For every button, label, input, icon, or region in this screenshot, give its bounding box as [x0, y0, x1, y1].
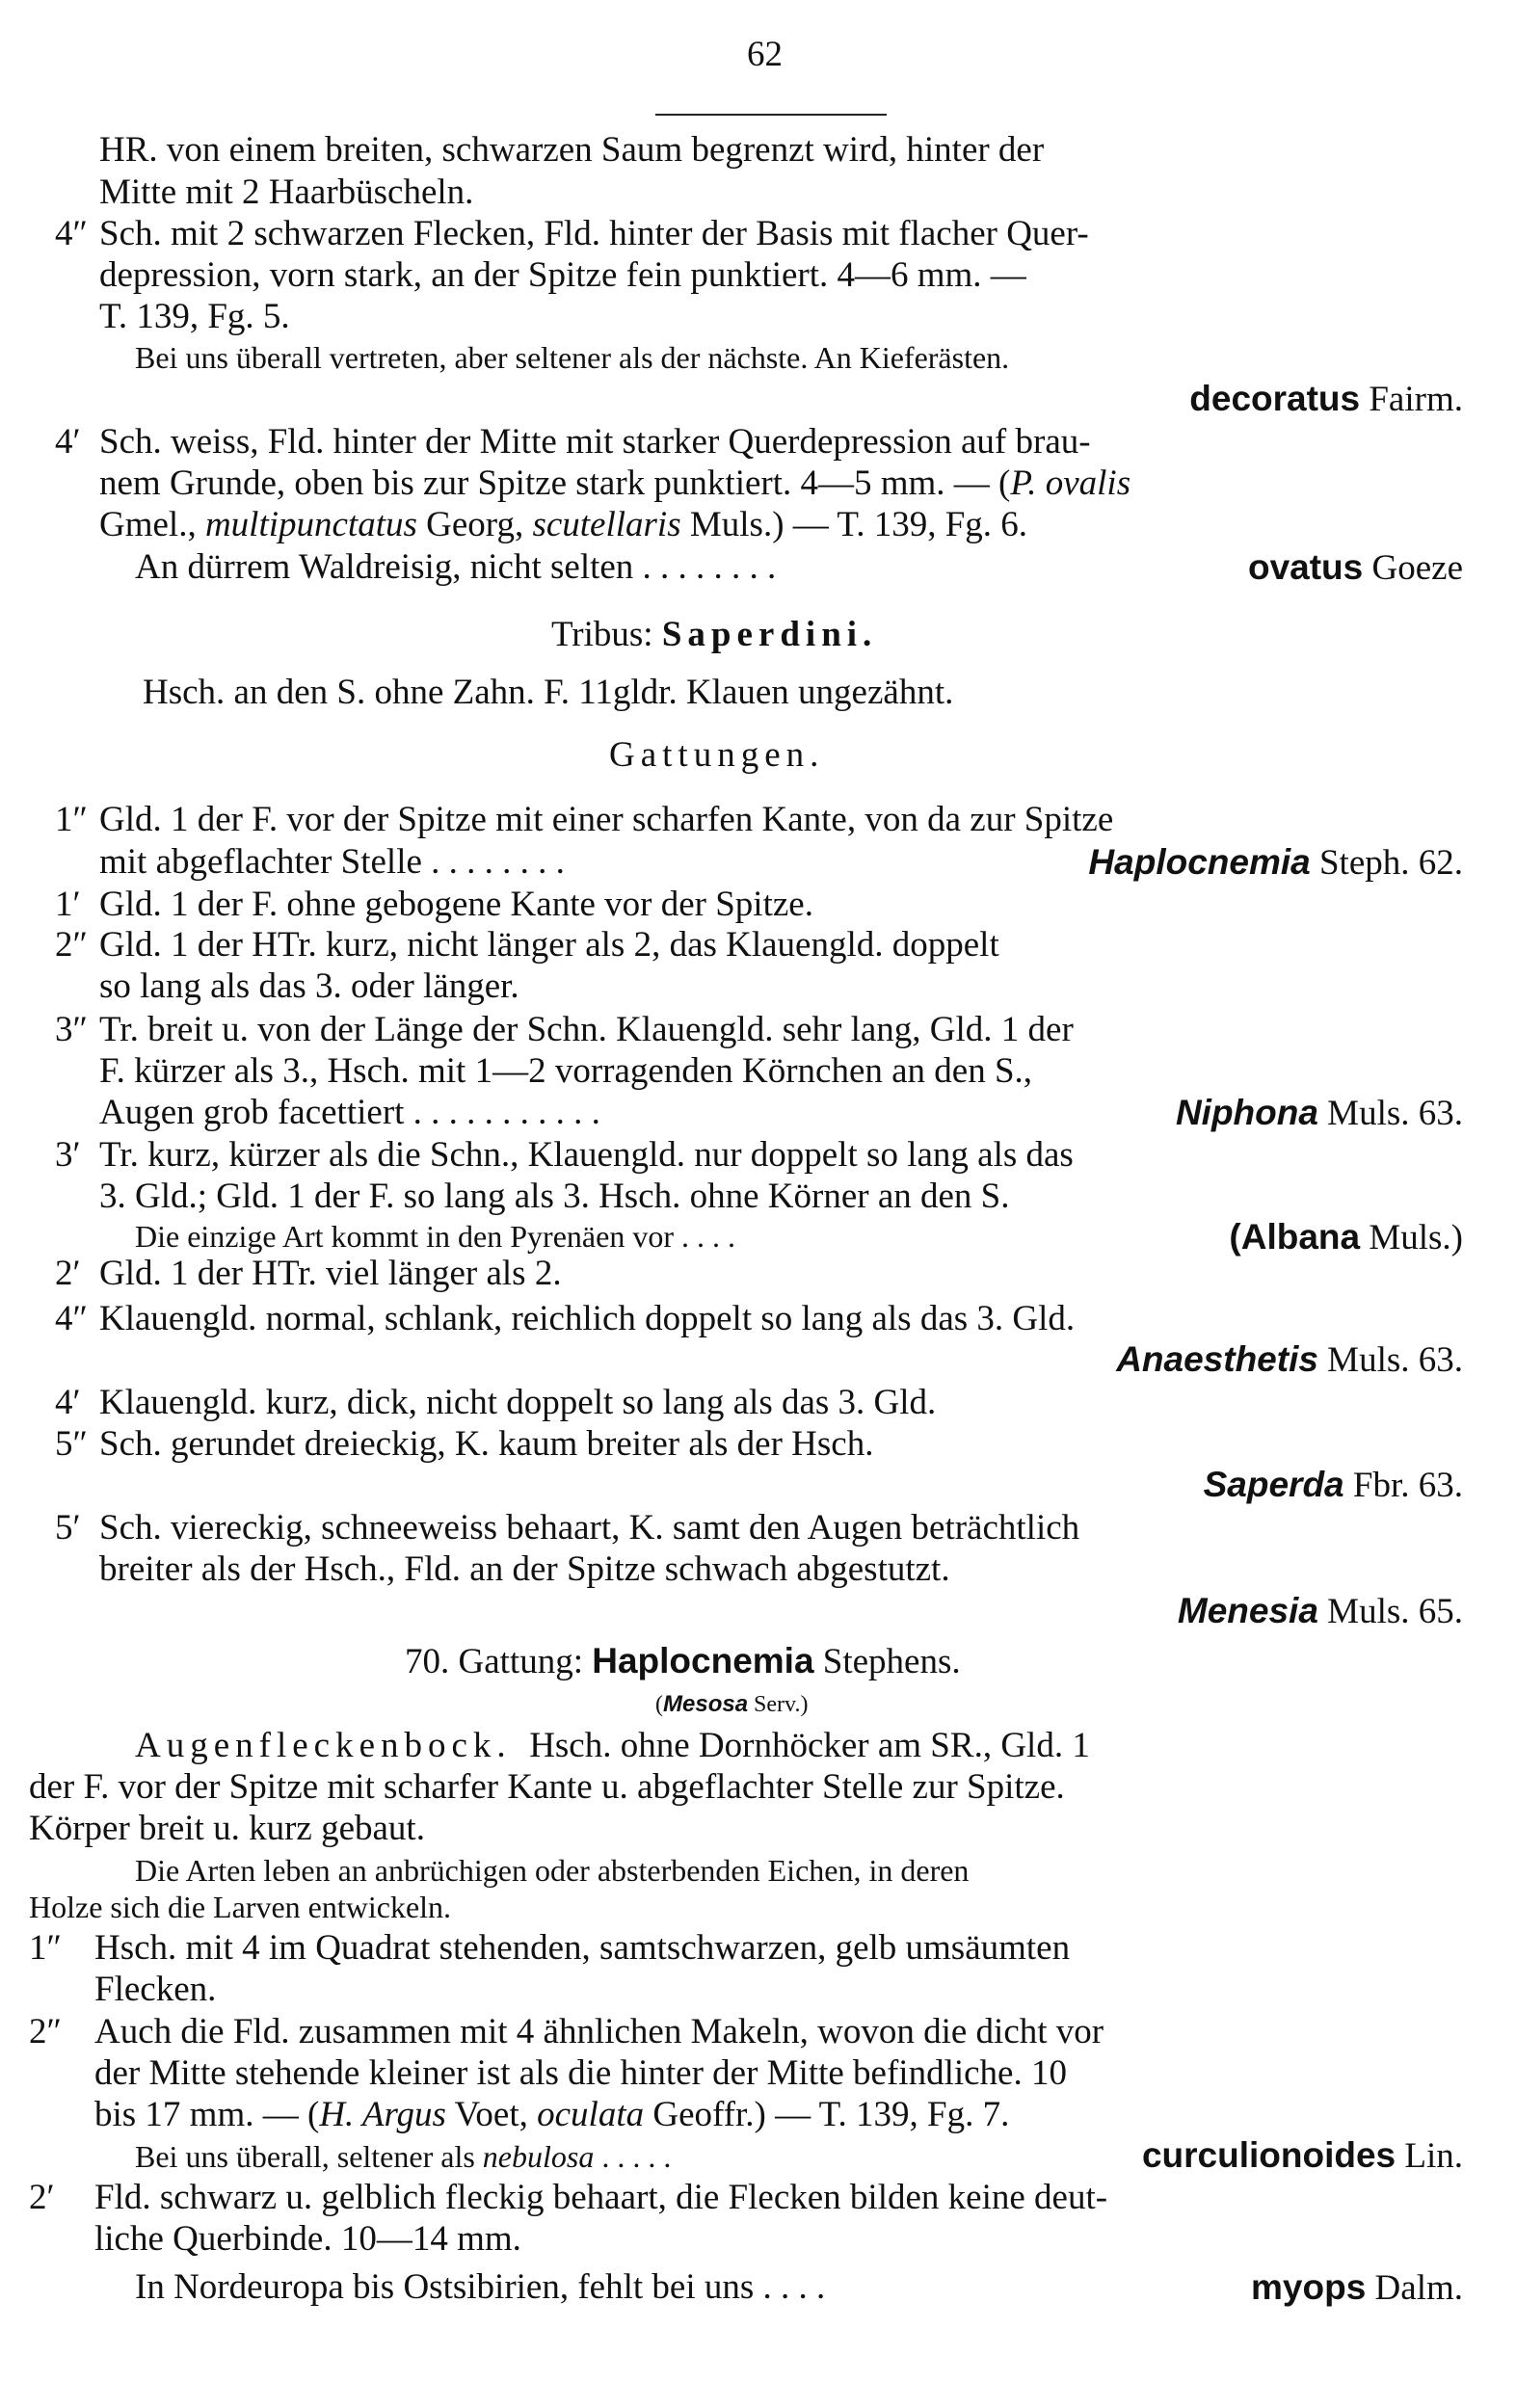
text-line: breiter als der Hsch., Fld. an der Spitze schwach abgestutzt.: [99, 1549, 950, 1589]
synonym: multipunctatus: [204, 505, 417, 544]
section-heading: Gattungen.: [609, 735, 825, 775]
species-name: curculionoides: [1141, 2135, 1396, 2175]
text-line: Gld. 1 der HTr. kurz, nicht länger als 2, das Klauengld. doppelt: [99, 925, 999, 965]
text-line: nem Grunde, oben bis zur Spitze stark punktiert. 4—5 mm. — (P. ovalis: [99, 463, 1131, 503]
synonym: H. Argus: [319, 2095, 446, 2134]
species-line: [1142, 2137, 1463, 2174]
species-name: ovatus: [1247, 547, 1364, 587]
text-line: 3. Gld.; Gld. 1 der F. so lang als 3. Hsch. ohne Körner an den S.: [99, 1177, 1010, 1216]
genus-heading: 70. Gattung: Haplocnemia Stephens.: [405, 1641, 961, 1681]
species-ref: nebulosa: [482, 2139, 595, 2174]
genus-author: Muls.): [1369, 1218, 1463, 1257]
genus-line: [1088, 844, 1463, 881]
note-line: Die Arten leben an anbrüchigen oder absterbenden Eichen, in deren: [135, 1853, 970, 1888]
text-line: Hsch. an den S. ohne Zahn. F. 11gldr. Klauen ungezähnt.: [143, 673, 954, 712]
genus-author: Muls. 65.: [1327, 1592, 1463, 1631]
text-line: Gld. 1 der F. ohne gebogene Kante vor der Spitze.: [99, 885, 813, 924]
text-line: T. 139, Fg. 5.: [99, 297, 290, 336]
genus-line: [1204, 1467, 1463, 1503]
synonym-line: (Mesosa Serv.): [655, 1691, 809, 1717]
species-author: Goeze: [1371, 548, 1463, 588]
note-line: Bei uns überall, seltener als nebulosa . . . . .: [135, 2139, 672, 2174]
key-number: 2′: [29, 2178, 55, 2217]
synonym: P. ovalis: [1010, 463, 1131, 503]
text-line: Tr. breit u. von der Länge der Schn. Klauengld. sehr lang, Gld. 1 der: [99, 1010, 1074, 1049]
note-line: In Nordeuropa bis Ostsibirien, fehlt bei uns . . . .: [135, 2267, 826, 2307]
text-line: Flecken.: [94, 1970, 217, 2009]
text-line: Augen grob facettiert . . . . . . . . . . .: [99, 1093, 600, 1132]
key-number: 4″: [55, 214, 88, 253]
note-line: Bei uns überall vertreten, aber seltener als der nächste. An Kieferästen.: [135, 340, 1010, 375]
synonym: oculata: [537, 2095, 645, 2134]
text-line: Sch. weiss, Fld. hinter der Mitte mit starker Querdepression auf brau-: [99, 422, 1091, 462]
key-number: 3″: [55, 1010, 88, 1049]
text-line: Gld. 1 der F. vor der Spitze mit einer scharfen Kante, von da zur Spitze: [99, 800, 1114, 839]
text-line: bis 17 mm. — (H. Argus Voet, oculata Geoffr.) — T. 139, Fg. 7.: [94, 2095, 1010, 2134]
text-line: Fld. schwarz u. gelblich fleckig behaart, die Flecken bilden keine deut-: [94, 2178, 1108, 2217]
text-line: Auch die Fld. zusammen mit 4 ähnlichen Makeln, wovon die dicht vor: [94, 2012, 1104, 2051]
genus-name: Saperda: [1203, 1465, 1344, 1504]
text-line: Hsch. mit 4 im Quadrat stehenden, samtschwarzen, gelb umsäumten: [94, 1928, 1071, 1968]
synonym-name: Mesosa: [663, 1691, 749, 1717]
text-line: der Mitte stehende kleiner ist als die hinter der Mitte befindliche. 10: [94, 2053, 1067, 2093]
text-line: F. kürzer als 3., Hsch. mit 1—2 vorragenden Körnchen an den S.,: [99, 1051, 1033, 1091]
genus-line: [1116, 1341, 1463, 1378]
key-number: 3′: [55, 1135, 81, 1175]
key-number: 2″: [55, 925, 88, 965]
species-author: Fairm.: [1369, 380, 1463, 419]
species-line: [1251, 2269, 1463, 2306]
genus-line: [1178, 1593, 1463, 1629]
tribus-heading: Tribus: Saperdini.: [551, 615, 878, 654]
text-line: Sch. viereckig, schneeweiss behaart, K. samt den Augen beträchtlich: [99, 1508, 1080, 1548]
key-number: 1′: [55, 885, 81, 924]
text-line: Körper breit u. kurz gebaut.: [29, 1809, 425, 1848]
genus-name: Haplocnemia: [1088, 842, 1311, 882]
text-line: Sch. gerundet dreieckig, K. kaum breiter als der Hsch.: [99, 1424, 874, 1464]
tribus-name: Saperdini.: [661, 615, 878, 654]
species-line: [1189, 381, 1463, 417]
genus-author: Muls. 63.: [1327, 1094, 1463, 1133]
genus-author: Muls. 63.: [1327, 1340, 1463, 1380]
genus-heading-name: Haplocnemia: [592, 1641, 814, 1680]
text-line: depression, vorn stark, an der Spitze fein punktiert. 4—6 mm. —: [99, 255, 1026, 295]
text-line: liche Querbinde. 10—14 mm.: [94, 2219, 521, 2259]
species-name: decoratus: [1189, 379, 1361, 418]
key-number: 1″: [55, 800, 88, 839]
key-number: 4′: [55, 1383, 81, 1422]
text-line: Tr. kurz, kürzer als die Schn., Klauengld. nur doppelt so lang als das: [99, 1135, 1074, 1175]
text-line: Klauengld. normal, schlank, reichlich doppelt so lang als das 3. Gld.: [99, 1299, 1076, 1338]
text-line: Gmel., multipunctatus Georg, scutellaris Muls.) — T. 139, Fg. 6.: [99, 505, 1028, 544]
text-line: der F. vor der Spitze mit scharfer Kante u. abgeflachter Stelle zur Spitze.: [29, 1767, 1065, 1807]
key-number: 2″: [29, 2012, 62, 2051]
genus-line: [1229, 1219, 1463, 1256]
synonym: scutellaris: [532, 505, 681, 544]
genus-line: [1176, 1095, 1463, 1131]
genus-name: (Albana: [1229, 1217, 1361, 1257]
key-number: 5′: [55, 1508, 81, 1548]
common-name: Augenfleckenbock.: [135, 1726, 512, 1765]
note-line: Holze sich die Larven entwickeln.: [29, 1890, 452, 1924]
genus-name: Anaesthetis: [1116, 1339, 1318, 1379]
text-line: so lang als das 3. oder länger.: [99, 966, 519, 1006]
genus-author: Fbr. 63.: [1352, 1466, 1463, 1505]
species-line: [1248, 549, 1463, 586]
text-line: Klauengld. kurz, dick, nicht doppelt so lang als das 3. Gld.: [99, 1383, 937, 1422]
key-number: 4″: [55, 1299, 88, 1338]
key-number: 1″: [29, 1928, 62, 1968]
species-author: Dalm.: [1374, 2268, 1463, 2308]
text-line: HR. von einem breiten, schwarzen Saum begrenzt wird, hinter der: [99, 130, 1045, 170]
header-rule: [655, 114, 887, 116]
key-number: 4′: [55, 422, 81, 462]
genus-name: Menesia: [1177, 1591, 1318, 1630]
text-line: Gld. 1 der HTr. viel länger als 2.: [99, 1254, 562, 1293]
key-number: 5″: [55, 1424, 88, 1464]
text-line: Sch. mit 2 schwarzen Flecken, Fld. hinter der Basis mit flacher Quer-: [99, 214, 1089, 253]
genus-name: Niphona: [1175, 1093, 1318, 1132]
text-line: Mitte mit 2 Haarbüscheln.: [99, 172, 474, 212]
text-line: mit abgeflachter Stelle . . . . . . . .: [99, 842, 565, 882]
page-number: 62: [747, 35, 783, 74]
genus-author: Steph. 62.: [1318, 843, 1463, 883]
note-line: Die einzige Art kommt in den Pyrenäen vor . . . .: [135, 1219, 735, 1254]
species-author: Lin.: [1404, 2136, 1463, 2176]
note-line: An dürrem Waldreisig, nicht selten . . . . . . . .: [135, 547, 777, 587]
text-line: Augenfleckenbock. Hsch. ohne Dornhöcker am SR., Gld. 1: [135, 1726, 1090, 1765]
key-number: 2′: [55, 1254, 81, 1293]
species-name: myops: [1251, 2267, 1367, 2307]
